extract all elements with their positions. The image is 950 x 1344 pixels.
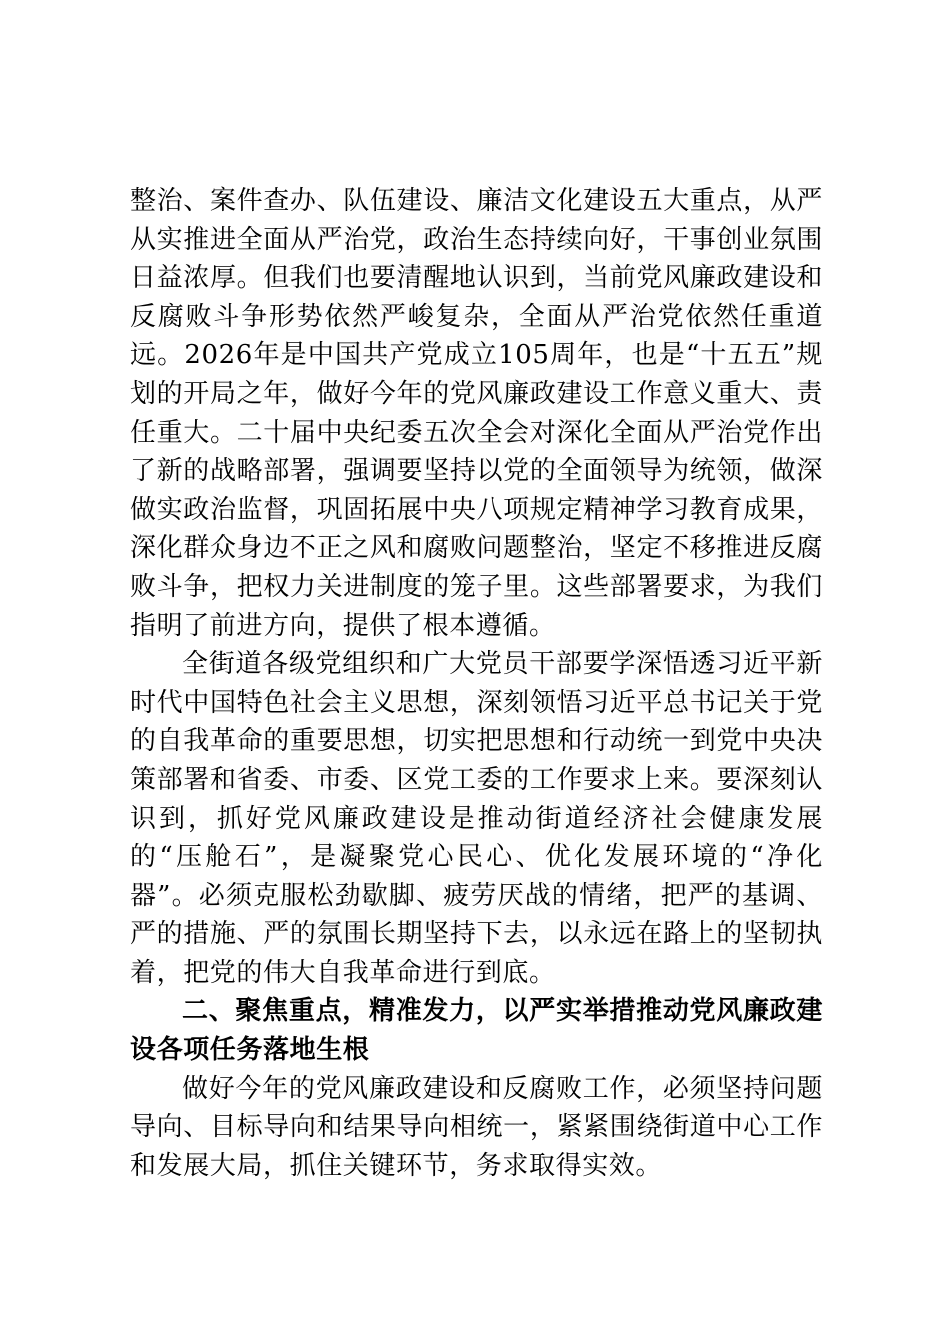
document-page [130, 182, 823, 1185]
section-two-heading: 二、聚焦重点，精准发力，以严实举措推动党风廉政建设各项任务落地生根 [130, 996, 823, 1066]
continuation-paragraph: 整治、案件查办、队伍建设、廉洁文化建设五大重点，从严从实推进全面从严治党，政治生态持续向好，干事创业氛围日益浓厚。但我们也要清醒地认识到，当前党风廉政建设和反腐败斗争形势依然严峻复杂，全面从严治党依然任重道远。2026年是中国共产党成立105周年，也是“十五五”规划的开局之年，做好今年的党风廉政建设工作意义重大、责任重大。二十届中央纪委五次全会对深化全面从严治党作出了新的战略部署，强调要坚持以党的全面领导为统领，做深做实政治监督，巩固拓展中央八项规定精神学习教育成果，深化群众身边不正之风和腐败问题整治，坚定不移推进反腐败斗争，把权力关进制度的笼子里。这些部署要求，为我们指明了前进方向，提供了根本遵循。 [130, 186, 823, 641]
study-requirement-paragraph: 全街道各级党组织和广大党员干部要学深悟透习近平新时代中国特色社会主义思想，深刻领悟习近平总书记关于党的自我革命的重要思想，切实把思想和行动统一到党中央决策部署和省委、市委、区党工委的工作要求上来。要深刻认识到，抓好党风廉政建设是推动街道经济社会健康发展的“压舱石”，是凝聚党心民心、优化发展环境的“净化器”。必须克服松劲歇脚、疲劳厌战的情绪，把严的基调、严的措施、严的氛围长期坚持下去，以永远在路上的坚韧执着，把党的伟大自我革命进行到底。 [130, 649, 823, 988]
section-two-intro-paragraph: 做好今年的党风廉政建设和反腐败工作，必须坚持问题导向、目标导向和结果导向相统一，紧紧围绕街道中心工作和发展大局，抓住关键环节，务求取得实效。 [130, 1073, 823, 1181]
